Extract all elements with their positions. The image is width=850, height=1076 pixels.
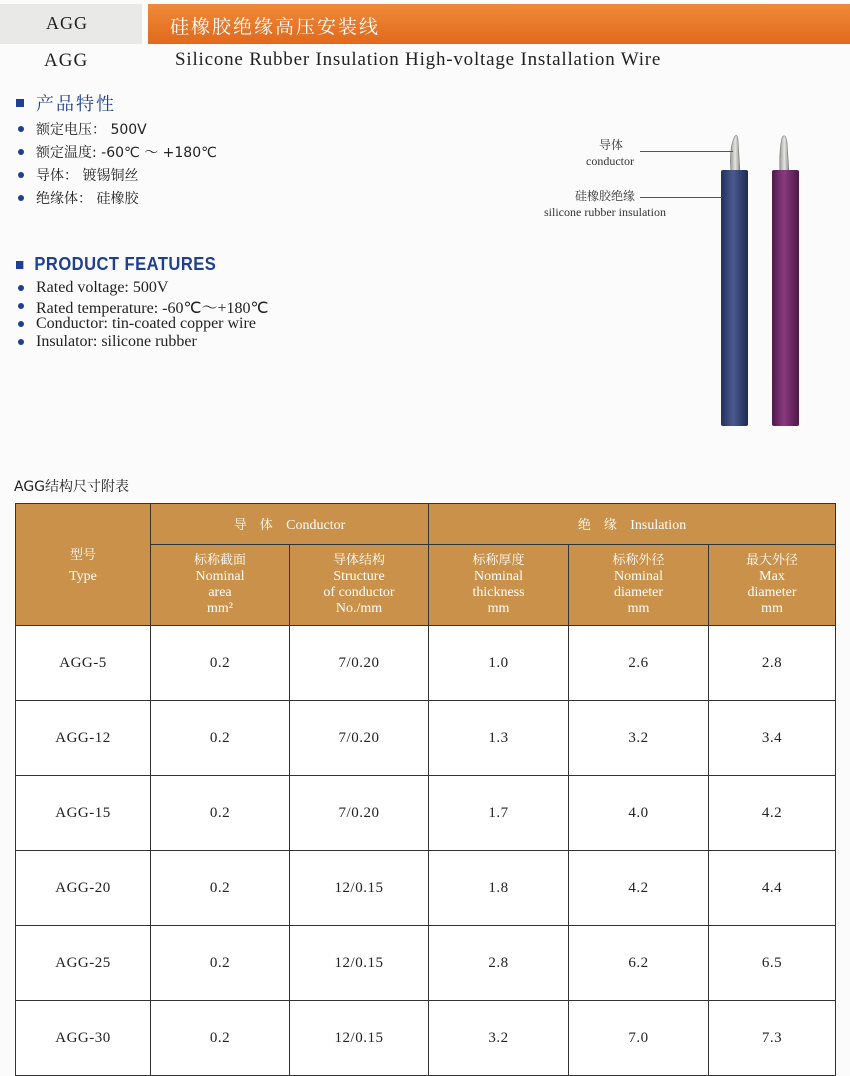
features-en-list	[18, 279, 268, 351]
cell-thickness: 3.2	[429, 1001, 569, 1076]
insulation-header-en: Insulation	[630, 518, 687, 533]
subheader-cn: 最大外径	[746, 553, 799, 568]
code-tab	[0, 4, 142, 44]
thickness-header	[429, 545, 569, 626]
bullet-icon	[18, 303, 24, 309]
features-cn-list	[18, 117, 217, 209]
bullet-icon	[18, 321, 24, 327]
cell-type: AGG-30	[16, 1001, 151, 1076]
insulation-header-cn: 绝 缘	[577, 518, 617, 533]
feature-text: 导体： 镀锡铜丝	[36, 167, 139, 184]
nominal-diameter-header	[569, 545, 709, 626]
cell-area: 0.2	[151, 851, 290, 926]
feature-text: Rated temperature: -60℃～+180℃	[36, 299, 269, 317]
list-item	[18, 315, 268, 333]
cell-max-diameter: 3.4	[709, 701, 836, 776]
list-item	[18, 117, 217, 140]
purple-wire	[772, 170, 799, 426]
subheader-en: diameter	[614, 585, 663, 600]
table-caption: AGG结构尺寸附表	[14, 479, 130, 495]
product-code-en: AGG	[44, 50, 89, 71]
conductor-leader-line	[640, 151, 733, 152]
cell-area: 0.2	[151, 701, 290, 776]
insulation-label-cn: 硅橡胶绝缘	[574, 189, 635, 203]
subheader-unit: No./mm	[335, 601, 383, 616]
features-cn-heading	[16, 90, 116, 116]
feature-text: Rated voltage: 500V	[36, 279, 169, 296]
subheader-en: of conductor	[323, 585, 395, 600]
wire-illustration	[700, 130, 820, 430]
nominal-area-header	[151, 545, 290, 626]
subheader-en: Nominal	[195, 569, 245, 584]
cell-type: AGG-25	[16, 926, 151, 1001]
list-item	[18, 140, 217, 163]
conductor-strand-icon	[780, 136, 789, 174]
cell-nominal-diameter: 4.0	[569, 776, 709, 851]
subheader-cn: 标称截面	[193, 553, 246, 568]
cell-area: 0.2	[151, 626, 290, 701]
type-header-cn: 型号	[69, 548, 96, 563]
subheader-cn: 标称外径	[612, 553, 665, 568]
table-row	[16, 926, 836, 1001]
cell-nominal-diameter: 3.2	[569, 701, 709, 776]
product-code: AGG	[46, 13, 88, 33]
cell-type: AGG-15	[16, 776, 151, 851]
subheader-unit: mm	[761, 601, 783, 616]
blue-wire	[721, 170, 748, 426]
cell-structure: 12/0.15	[290, 851, 429, 926]
cell-thickness: 1.7	[429, 776, 569, 851]
subheader-en: Structure	[333, 569, 385, 584]
table-row	[16, 776, 836, 851]
list-item	[18, 186, 217, 209]
cell-structure: 7/0.20	[290, 626, 429, 701]
cell-thickness: 1.3	[429, 701, 569, 776]
insulation-label-en: silicone rubber insulation	[544, 205, 666, 219]
feature-text: Insulator: silicone rubber	[36, 333, 197, 350]
cell-max-diameter: 2.8	[709, 626, 836, 701]
cell-area: 0.2	[151, 776, 290, 851]
table-row	[16, 851, 836, 926]
cell-thickness: 1.0	[429, 626, 569, 701]
cell-thickness: 1.8	[429, 851, 569, 926]
cell-area: 0.2	[151, 1001, 290, 1076]
table-row	[16, 1001, 836, 1076]
bullet-icon	[18, 149, 24, 155]
conductor-group-header	[151, 504, 429, 545]
cell-max-diameter: 4.4	[709, 851, 836, 926]
subheader-en: Max	[759, 569, 785, 584]
cell-thickness: 2.8	[429, 926, 569, 1001]
cell-structure: 12/0.15	[290, 926, 429, 1001]
cell-type: AGG-12	[16, 701, 151, 776]
cell-nominal-diameter: 6.2	[569, 926, 709, 1001]
insulation-group-header	[429, 504, 836, 545]
max-diameter-header	[709, 545, 836, 626]
subheader-cn: 导体结构	[333, 553, 386, 568]
cell-nominal-diameter: 2.6	[569, 626, 709, 701]
cell-type: AGG-5	[16, 626, 151, 701]
spec-table	[15, 503, 836, 1076]
table-row	[16, 701, 836, 776]
conductor-label-en: conductor	[586, 154, 634, 168]
cell-type: AGG-20	[16, 851, 151, 926]
subheader-en: Nominal	[614, 569, 664, 584]
conductor-header-cn: 导 体	[233, 518, 273, 533]
cell-structure: 7/0.20	[290, 776, 429, 851]
subheader-unit: mm	[627, 601, 650, 616]
list-item	[18, 163, 217, 186]
feature-text: 额定温度: -60℃ ～ +180℃	[36, 144, 217, 161]
subheader-cn: 标称厚度	[472, 553, 525, 568]
list-item	[18, 297, 268, 315]
subheader-en: diameter	[747, 585, 797, 600]
insulation-leader-line	[640, 197, 722, 198]
list-item	[18, 333, 268, 351]
subheader-en: area	[208, 585, 232, 600]
cell-max-diameter: 6.5	[709, 926, 836, 1001]
bullet-icon	[18, 195, 24, 201]
square-bullet-icon	[16, 261, 23, 269]
table-row	[16, 626, 836, 701]
conductor-strand-icon	[730, 135, 740, 172]
bullet-icon	[18, 285, 24, 291]
type-header-en: Type	[69, 569, 97, 584]
feature-text: Conductor: tin-coated copper wire	[36, 315, 256, 332]
bullet-icon	[18, 172, 24, 178]
subheader-unit: mm²	[207, 601, 233, 616]
subheader-unit: mm	[487, 601, 510, 616]
features-en-heading-text: PRODUCT FEATURES	[34, 254, 217, 274]
features-cn-heading-text: 产品特性	[36, 94, 116, 115]
cell-max-diameter: 4.2	[709, 776, 836, 851]
square-bullet-icon	[16, 99, 24, 107]
subheader-en: thickness	[472, 585, 525, 600]
structure-header	[290, 545, 429, 626]
type-header	[16, 504, 151, 626]
feature-text: 额定电压： 500V	[36, 121, 147, 138]
cell-structure: 7/0.20	[290, 701, 429, 776]
conductor-label-cn: 导体	[598, 138, 623, 152]
conductor-header-en: Conductor	[286, 518, 346, 533]
cell-max-diameter: 7.3	[709, 1001, 836, 1076]
cell-nominal-diameter: 7.0	[569, 1001, 709, 1076]
features-en-heading	[16, 254, 216, 275]
cell-area: 0.2	[151, 926, 290, 1001]
bullet-icon	[18, 126, 24, 132]
title-band	[148, 4, 850, 44]
cell-nominal-diameter: 4.2	[569, 851, 709, 926]
cell-structure: 12/0.15	[290, 1001, 429, 1076]
bullet-icon	[18, 339, 24, 345]
subheader-en: Nominal	[474, 569, 524, 584]
title-en: Silicone Rubber Insulation High-voltage Installation Wire	[175, 49, 662, 70]
feature-text: 绝缘体： 硅橡胶	[36, 190, 139, 207]
title-cn: 硅橡胶绝缘高压安装线	[170, 16, 381, 38]
